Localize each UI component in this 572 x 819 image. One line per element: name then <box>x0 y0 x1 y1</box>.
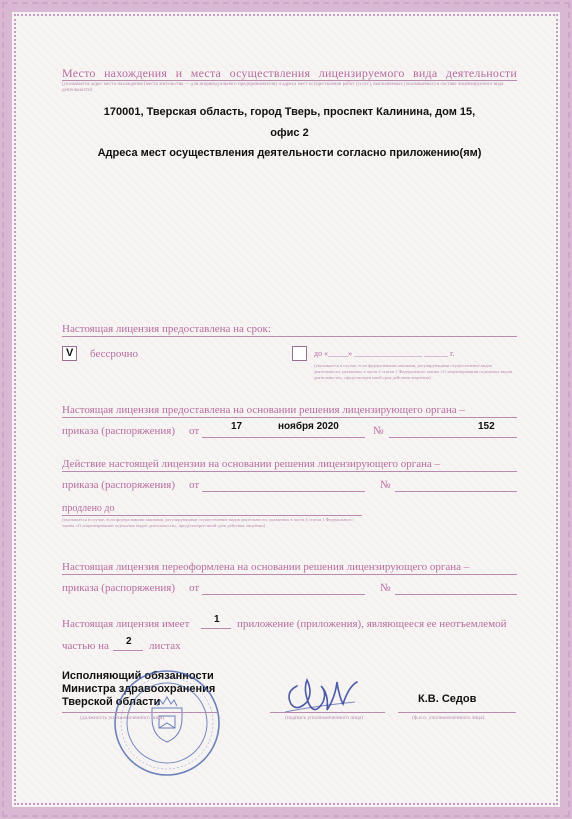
extended-label: продлено до <box>62 503 115 514</box>
signer-name: К.В. Седов <box>418 693 477 705</box>
basis-number-sign: № <box>373 425 384 437</box>
basis-number: 152 <box>478 421 495 432</box>
reissued-from-label: от <box>189 582 200 594</box>
term-until-note: (указывается в случае, если федеральными законами, регулирующими осуществление видов деятельности, указанных в части 4 статьи 1 Федерального закона «О лицензировании отдельных видов деятельности», предусмотрен иной срок действия лицензии) <box>314 363 513 380</box>
term-option-until: до «_____» _________________ ______ г. <box>314 349 455 358</box>
annex-text-3: частью на <box>62 640 109 652</box>
action-number-underline <box>395 491 517 492</box>
action-order-label: приказа (распоряжения) <box>62 479 176 491</box>
term-underline <box>62 336 517 337</box>
annex-pages-underline <box>113 650 143 651</box>
basis-month-year: ноября 2020 <box>278 421 339 432</box>
reissued-order-label: приказа (распоряжения) <box>62 582 176 594</box>
term-heading: Настоящая лицензия предоставлена на срок: <box>62 323 271 335</box>
action-from-label: от <box>189 479 200 491</box>
address-line-2: офис 2 <box>270 127 309 139</box>
signer-title-line-1: Исполняющий обязанности <box>62 670 214 682</box>
address-line-3: Адреса мест осуществления деятельности согласно приложению(ям) <box>97 147 482 159</box>
term-until-checkbox[interactable] <box>292 346 307 361</box>
action-heading: Действие настоящей лицензии на основании решения лицензирующего органа – <box>62 458 441 470</box>
extended-underline <box>62 515 362 516</box>
annex-count: 1 <box>214 614 220 625</box>
reissued-underline <box>62 574 517 575</box>
address-line-1: 170001, Тверская область, город Тверь, проспект Калинина, дом 15, <box>103 106 476 118</box>
basis-day: 17 <box>231 421 243 432</box>
basis-date-underline <box>202 437 365 438</box>
caption-position: (должность уполномоченного лица) <box>80 715 165 721</box>
signer-title-line-3: Тверской области <box>62 696 161 708</box>
caption-name: (ф.и.о. уполномоченного лица) <box>412 715 485 721</box>
location-heading: Место нахождения и места осуществления лицензируемого вида деятельности <box>62 66 517 80</box>
location-note: (указывается адрес места нахождения (места жительства — для индивидуального предпринимателя) и адреса мест осуществления работ (услуг), выполняемых (оказываемых) в составе лицензируемого вида деятельности) <box>62 82 504 93</box>
reissued-number-sign: № <box>380 582 391 594</box>
name-signature-line <box>398 712 516 713</box>
reissued-heading: Настоящая лицензия переоформлена на основании решения лицензирующего органа – <box>62 561 470 573</box>
annex-pages: 2 <box>126 636 132 647</box>
term-option-unlimited: бессрочно <box>90 348 139 360</box>
annex-count-underline <box>201 628 231 629</box>
basis-order-label: приказа (распоряжения) <box>62 425 176 437</box>
action-date-underline <box>202 491 365 492</box>
extended-note: (указывается в случае, если федеральными законами, регулирующими осуществление видов деятельности, указанных в части 4 статьи 1 Федерального закона «О лицензировании отдельных видов деятельности», предусмотрен иной срок действия лицензии) <box>62 517 353 528</box>
term-unlimited-checkbox[interactable] <box>62 346 77 361</box>
reissued-number-underline <box>395 594 517 595</box>
basis-heading: Настоящая лицензия предоставлена на основании решения лицензирующего органа – <box>62 404 465 416</box>
basis-number-underline <box>389 437 517 438</box>
action-number-sign: № <box>380 479 391 491</box>
checkbox-mark: V <box>66 347 74 359</box>
annex-text-1: Настоящая лицензия имеет <box>62 618 190 630</box>
basis-underline <box>62 417 517 418</box>
basis-from-label: от <box>189 425 200 437</box>
position-signature-line <box>62 712 217 713</box>
signature-line <box>270 712 385 713</box>
location-underline <box>62 80 517 81</box>
reissued-date-underline <box>202 594 365 595</box>
signer-title-line-2: Министра здравоохранения <box>62 683 216 695</box>
action-underline <box>62 471 517 472</box>
annex-text-2: приложение (приложения), являющееся ее неотъемлемой <box>237 618 507 630</box>
caption-signature: (подпись уполномоченного лица) <box>285 715 364 721</box>
official-seal-stamp <box>112 668 222 778</box>
annex-text-4: листах <box>149 640 181 652</box>
